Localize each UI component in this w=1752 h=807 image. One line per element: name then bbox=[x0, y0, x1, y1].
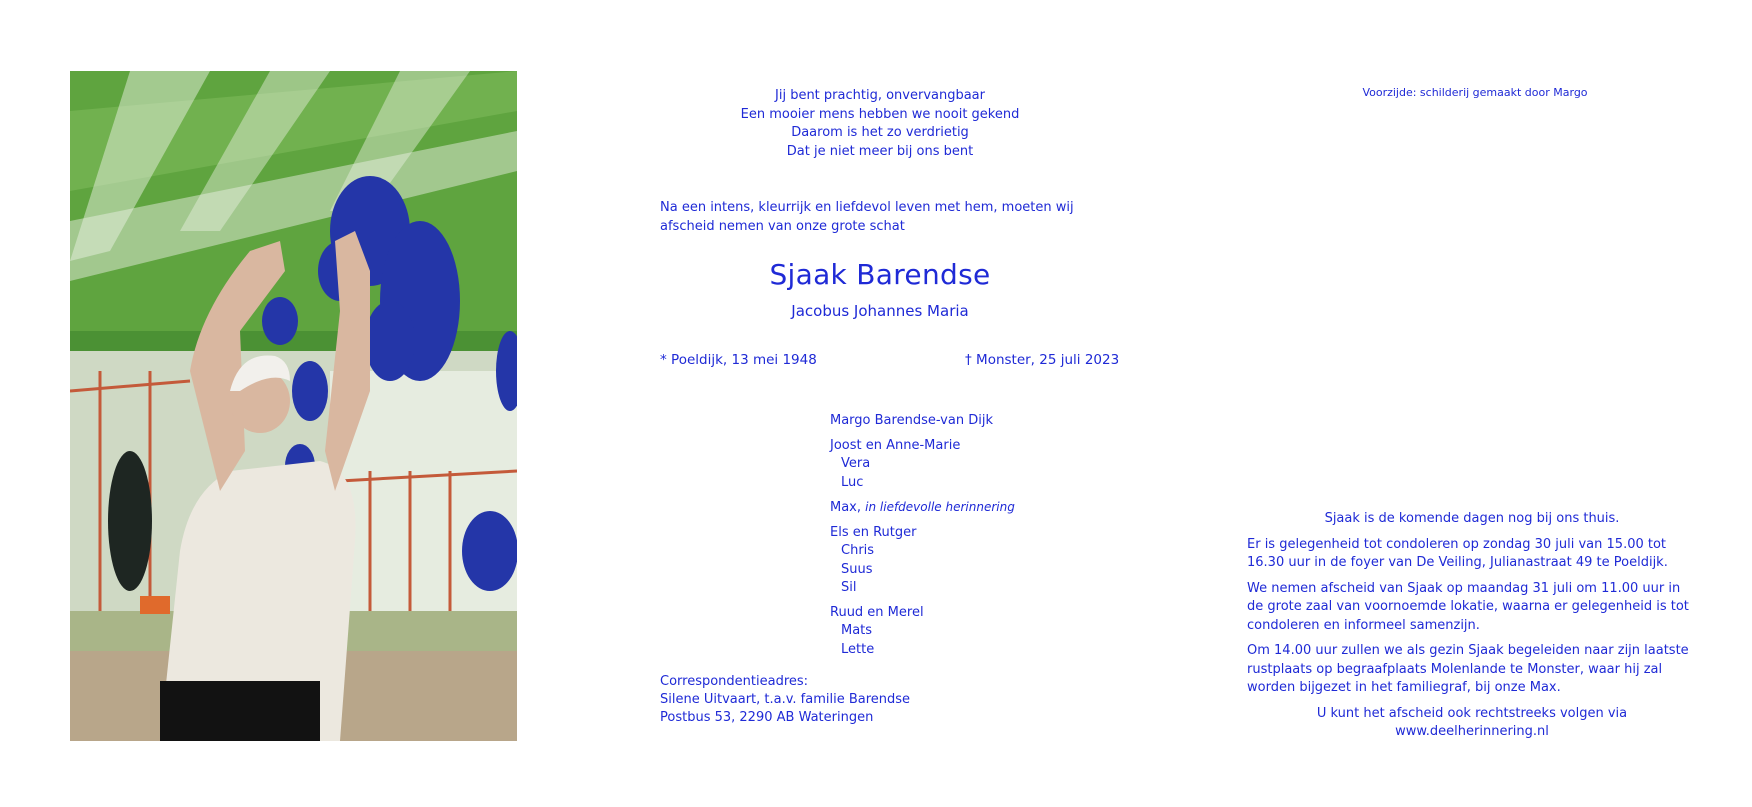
death-info: † Monster, 25 juli 2023 bbox=[965, 352, 1120, 368]
info-home: Sjaak is de komende dagen nog bij ons thuis. bbox=[1324, 511, 1620, 526]
memorial-note: in liefdevolle herinnering bbox=[865, 500, 1015, 514]
painting-image bbox=[70, 71, 517, 741]
intro-text: Na een intens, kleurrijk en liefdevol leven met hem, moeten wij afscheid nemen van onze grote schat bbox=[660, 200, 1074, 234]
grandchild: Suus bbox=[841, 561, 873, 577]
poem-line: Dat je niet meer bij ons bent bbox=[786, 143, 974, 159]
poem-line: Daarom is het zo verdrietig bbox=[791, 125, 969, 140]
poem-line: Een mooier mens hebben we nooit gekend bbox=[740, 106, 1020, 122]
family-group bbox=[830, 437, 1130, 493]
grandchild: Sil bbox=[841, 580, 857, 595]
grandchild: Lette bbox=[841, 641, 875, 657]
memorial-name: Max, bbox=[830, 500, 862, 515]
deceased-name: Sjaak Barendse bbox=[769, 258, 991, 291]
correspondence-line: Postbus 53, 2290 AB Wateringen bbox=[660, 710, 874, 725]
deceased-full-name: Jacobus Johannes Maria bbox=[791, 302, 969, 320]
family-list bbox=[830, 412, 1130, 665]
info-condolence: Er is gelegenheid tot condoleren op zondag 30 juli van 15.00 tot 16.30 uur in de foyer van De Veiling, Julianastraat 49 te Poeldijk. bbox=[1247, 536, 1668, 570]
poem bbox=[660, 87, 1100, 161]
family-parents: Joost en Anne-Marie bbox=[830, 437, 961, 453]
family-parents: Els en Rutger bbox=[830, 524, 917, 540]
grandchild: Vera bbox=[841, 456, 871, 471]
family-group bbox=[830, 524, 1130, 598]
info-online: U kunt het afscheid ook rechtstreeks volgen via www.deelherinnering.nl bbox=[1316, 705, 1628, 739]
grandchild: Luc bbox=[841, 474, 864, 490]
vineyard-painting-illustration bbox=[70, 71, 517, 741]
correspondence-line: Silene Uitvaart, t.a.v. familie Barendse bbox=[660, 692, 911, 707]
info-burial: Om 14.00 uur zullen we als gezin Sjaak begeleiden naar zijn laatste rustplaats op begraafplaats Molenlande te Monster, waar hij zal worden bijgezet in het familiegraf, bij onze Max. bbox=[1247, 643, 1689, 695]
spouse: Margo Barendse-van Dijk bbox=[830, 413, 993, 428]
grandchild: Mats bbox=[841, 623, 873, 638]
family-group bbox=[830, 604, 1130, 660]
correspondence-address bbox=[660, 673, 980, 727]
family-parents: Ruud en Merel bbox=[830, 604, 924, 620]
grandchild: Chris bbox=[841, 543, 875, 558]
correspondence-label: Correspondentieadres: bbox=[660, 674, 809, 689]
birth-info: * Poeldijk, 13 mei 1948 bbox=[660, 352, 817, 368]
memorial-entry bbox=[830, 498, 1130, 518]
funeral-info bbox=[1247, 510, 1697, 749]
poem-line: Jij bent prachtig, onvervangbaar bbox=[775, 88, 985, 103]
painting-caption: Voorzijde: schilderij gemaakt door Margo bbox=[1362, 86, 1588, 99]
info-farewell: We nemen afscheid van Sjaak op maandag 31 juli om 11.00 uur in de grote zaal van voornoemde lokatie, waarna er gelegenheid is tot condoleren en informeel samenzijn. bbox=[1247, 580, 1689, 633]
